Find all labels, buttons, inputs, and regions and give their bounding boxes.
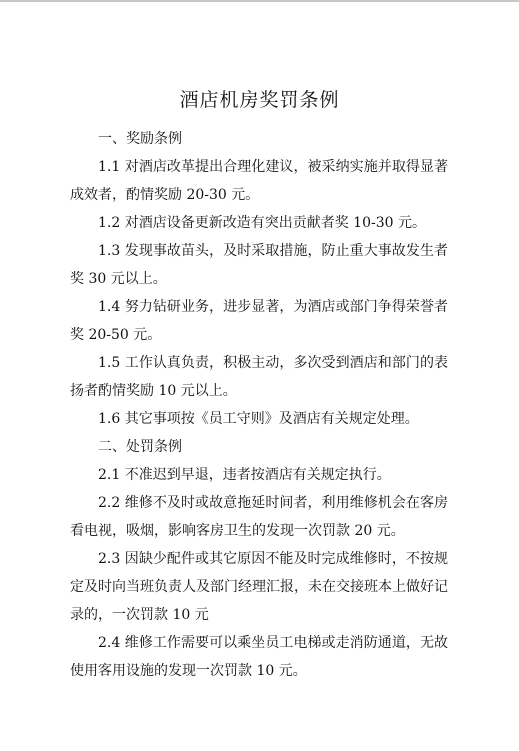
clause-2-4: 2.4 维修工作需要可以乘坐员工电梯或走消防通道，无故使用客用设施的发现一次罚款 10 元。: [70, 635, 448, 679]
clause-2-3: 2.3 因缺少配件或其它原因不能及时完成维修时，不按规定及时向当班负责人及部门经理汇报，未在交接班本上做好记录的，一次罚款 10 元: [70, 551, 448, 623]
section-heading-penalties: 二、处罚条例: [98, 439, 182, 455]
clause-2-2: 2.2 维修不及时或故意拖延时间者，利用维修机会在客房看电视，吸烟，影响客房卫生的发现一次罚款 20 元。: [70, 495, 448, 539]
section-heading-rewards: 一、奖励条例: [98, 131, 182, 147]
clause-1-5: 1.5 工作认真负责，积极主动，多次受到酒店和部门的表扬者酌情奖励 10 元以上。: [70, 355, 448, 399]
clause-1-3: 1.3 发现事故苗头，及时采取措施，防止重大事故发生者奖 30 元以上。: [70, 243, 448, 287]
top-border: [0, 0, 519, 2]
clause-1-2: 1.2 对酒店设备更新改造有突出贡献者奖 10-30 元。: [98, 215, 426, 231]
clause-1-1: 1.1 对酒店改革提出合理化建议，被采纳实施并取得显著成效者，酌情奖励 20-30 元。: [70, 159, 448, 203]
document-body: [70, 125, 448, 685]
clause-1-6: 1.6 其它事项按《员工守则》及酒店有关规定处理。: [98, 411, 419, 427]
clause-1-4: 1.4 努力钻研业务，进步显著，为酒店或部门争得荣誉者奖 20-50 元。: [70, 299, 448, 343]
document-title: 酒店机房奖罚条例: [179, 89, 340, 111]
clause-2-1: 2.1 不准迟到早退，违者按酒店有关规定执行。: [98, 467, 391, 483]
